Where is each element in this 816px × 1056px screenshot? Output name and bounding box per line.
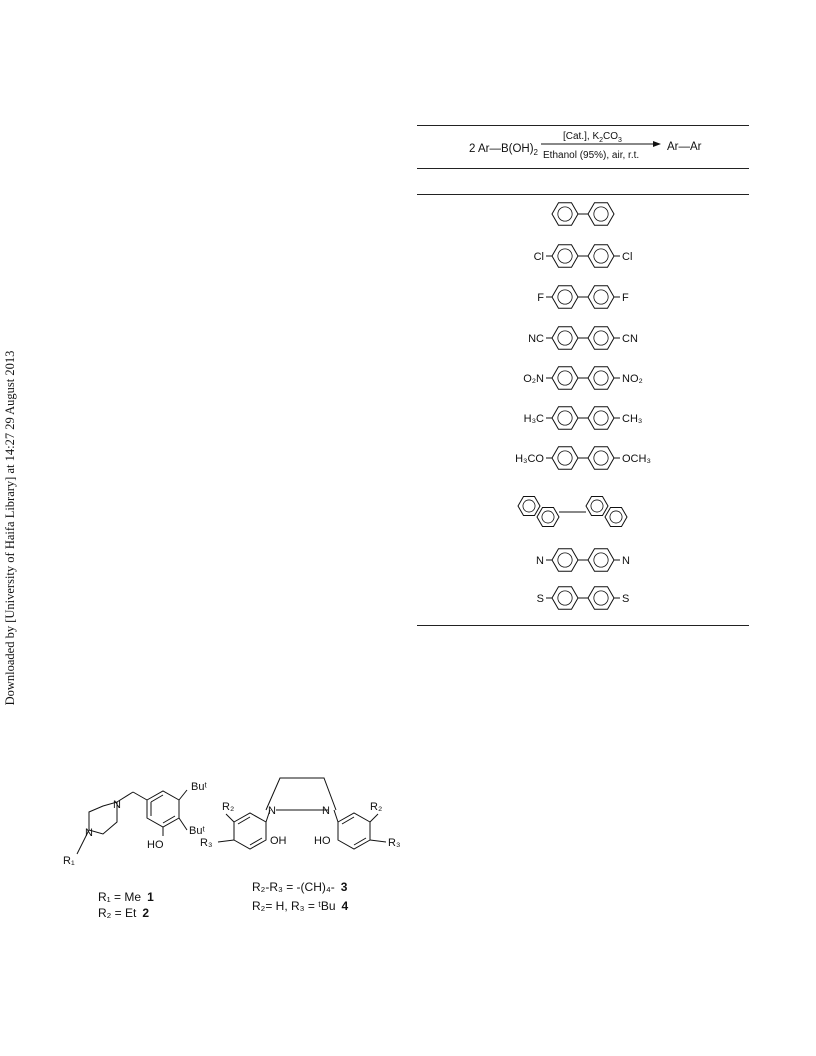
aromatic-circle [610, 511, 622, 523]
aromatic-circle [558, 290, 572, 304]
hydroxyl-label: HO [147, 839, 164, 851]
aromatic-circle [594, 207, 608, 221]
aromatic-circle [558, 331, 572, 345]
aryl-ring-left [552, 549, 578, 572]
ligand-1-caption: R₁ = Me 1 [98, 890, 154, 904]
nitrogen-label: N [113, 799, 121, 811]
aryl-ring-left [552, 587, 578, 610]
download-watermark: Downloaded by [University of Haifa Library] at 14:27 29 August 2013 [3, 350, 17, 706]
ligand-4-caption: R₂= H, R₃ = ᵗBu 4 [252, 899, 349, 913]
table-top-rule [417, 125, 749, 126]
table-header-rule [417, 168, 749, 169]
aromatic-circle [523, 500, 535, 512]
aromatic-circle [594, 411, 608, 425]
substituent-label: Cl [622, 251, 633, 263]
aromatic-circle [558, 249, 572, 263]
ligand-structure-3-4 [196, 770, 406, 920]
aryl-ring-right [588, 549, 614, 572]
substituent-label: NO₂ [622, 373, 643, 385]
nitrogen-label: N [85, 827, 93, 839]
ligand-2-caption: R₂ = Et 2 [98, 906, 150, 920]
substituent-label: N [622, 555, 630, 567]
aryl-ring-left [552, 327, 578, 350]
product-text: Ar—Ar [667, 141, 702, 153]
aryl-ring-right [588, 203, 614, 226]
aryl-ring-right [588, 327, 614, 350]
substituent-label: O₂N [523, 373, 544, 385]
aryl-ring-right [588, 587, 614, 610]
tbu-bottom-label: Buᵗ [189, 825, 205, 837]
substituent-label: S [622, 593, 630, 605]
table-bottom-rule [417, 625, 749, 626]
aromatic-circle [594, 371, 608, 385]
product-structures [417, 196, 749, 620]
aromatic-circle [594, 290, 608, 304]
aromatic-circle [558, 411, 572, 425]
r2-right-label: R₂ [370, 801, 383, 813]
conditions-top: [Cat.], $K_2CO_3$ [563, 131, 622, 144]
r2-left-label: R₂ [222, 801, 235, 813]
r3-left-label: R₃ [200, 837, 213, 849]
phenol-ring [147, 791, 179, 827]
ligand-structure-1-2 [55, 768, 205, 928]
naphthyl-ring [537, 508, 559, 527]
table-column-rule [417, 194, 749, 195]
right-phenol-ring [338, 813, 370, 849]
aromatic-circle [594, 591, 608, 605]
r3-right-label: R₃ [388, 837, 401, 849]
substituent-label: H₃CO [515, 453, 544, 465]
aryl-ring-right [588, 245, 614, 268]
aromatic-circle [558, 451, 572, 465]
aromatic-circle [594, 331, 608, 345]
substituent-label: S [536, 593, 544, 605]
hydroxyl-right-label: HO [314, 835, 331, 847]
nitrogen-right-label: N [322, 805, 330, 817]
aromatic-circle [558, 371, 572, 385]
nitrogen-left-label: N [268, 805, 276, 817]
aromatic-circle [591, 500, 603, 512]
substituent-label: F [622, 292, 629, 304]
biaryl-drawings [417, 196, 749, 620]
aryl-ring-left [552, 245, 578, 268]
hydroxyl-left-label: OH [270, 835, 287, 847]
aryl-ring-left [552, 447, 578, 470]
aryl-ring-right [588, 367, 614, 390]
substituent-label: OCH₃ [622, 453, 651, 465]
naphthyl-ring [518, 497, 540, 516]
r1-label: R₁ [63, 855, 75, 867]
aromatic-circle [542, 511, 554, 523]
left-phenol-ring [234, 813, 266, 849]
substituent-label: Cl [533, 251, 544, 263]
naphthyl-ring [605, 508, 627, 527]
aryl-ring-right [588, 407, 614, 430]
conditions-bottom: Ethanol (95%), air, r.t. [543, 150, 640, 161]
aromatic-circle [594, 249, 608, 263]
arrow-head [653, 141, 661, 147]
substituent-label: F [537, 292, 544, 304]
substituent-label: H₃C [523, 413, 544, 425]
naphthyl-ring [586, 497, 608, 516]
aromatic-circle [594, 451, 608, 465]
aromatic-circle [558, 553, 572, 567]
reaction-scheme [417, 128, 749, 168]
aryl-ring-left [552, 407, 578, 430]
aromatic-circle [558, 591, 572, 605]
aryl-ring-left [552, 203, 578, 226]
reactant-text: 2 $Ar—B(OH)_2$ [469, 143, 538, 157]
aromatic-circle [594, 553, 608, 567]
ligand-3-caption: R₂-R₃ = -(CH)₄- 3 [252, 880, 348, 894]
substituent-label: CH₃ [622, 413, 643, 425]
substituent-label: NC [528, 333, 544, 345]
aryl-ring-right [588, 447, 614, 470]
aryl-ring-left [552, 367, 578, 390]
aryl-ring-left [552, 286, 578, 309]
substituent-label: CN [622, 333, 638, 345]
substituent-label: N [536, 555, 544, 567]
aryl-ring-right [588, 286, 614, 309]
tbu-top-label: Buᵗ [191, 781, 207, 793]
aromatic-circle [558, 207, 572, 221]
